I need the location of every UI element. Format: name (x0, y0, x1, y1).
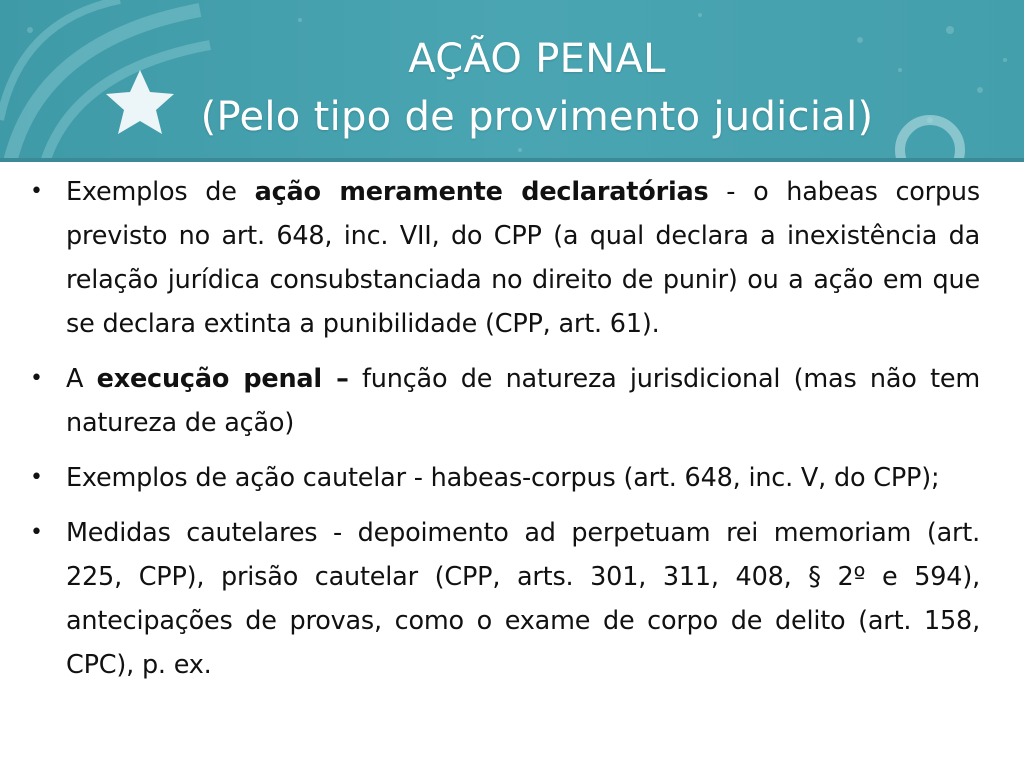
title-line-2: (Pelo tipo de provimento judicial) (200, 94, 874, 140)
bullet-icon: • (30, 366, 43, 391)
bullet-item: • A execução penal – função de natureza jurisdicional (mas não tem natureza de ação) (30, 357, 980, 445)
slide-title (0, 30, 1024, 146)
bold-term: ação meramente declaratórias (254, 177, 709, 207)
bullet-item: • Exemplos de ação cautelar - habeas-corpus (art. 648, inc. V, do CPP); (30, 456, 980, 500)
bullet-item: • Medidas cautelares - depoimento ad perpetuam rei memoriam (art. 225, CPP), prisão cautelar (CPP, arts. 301, 311, 408, § 2º e 594), antecipações de provas, como o exame de corpo de delito (art. 158, CPC), p. ex. (30, 511, 980, 687)
bullet-icon: • (30, 179, 43, 204)
bold-term: execução penal – (96, 364, 349, 394)
bullet-icon: • (30, 465, 43, 490)
title-line-1: AÇÃO PENAL (408, 36, 666, 82)
slide-header (0, 0, 1024, 162)
bullet-icon: • (30, 520, 43, 545)
slide-body (30, 170, 980, 698)
bullet-list (30, 170, 980, 687)
bullet-item: • Exemplos de ação meramente declaratórias - o habeas corpus previsto no art. 648, inc. VII, do CPP (a qual declara a inexistência da relação jurídica consubstanciada no direito de punir) ou a ação em que se declara extinta a punibilidade (CPP, art. 61). (30, 170, 980, 346)
